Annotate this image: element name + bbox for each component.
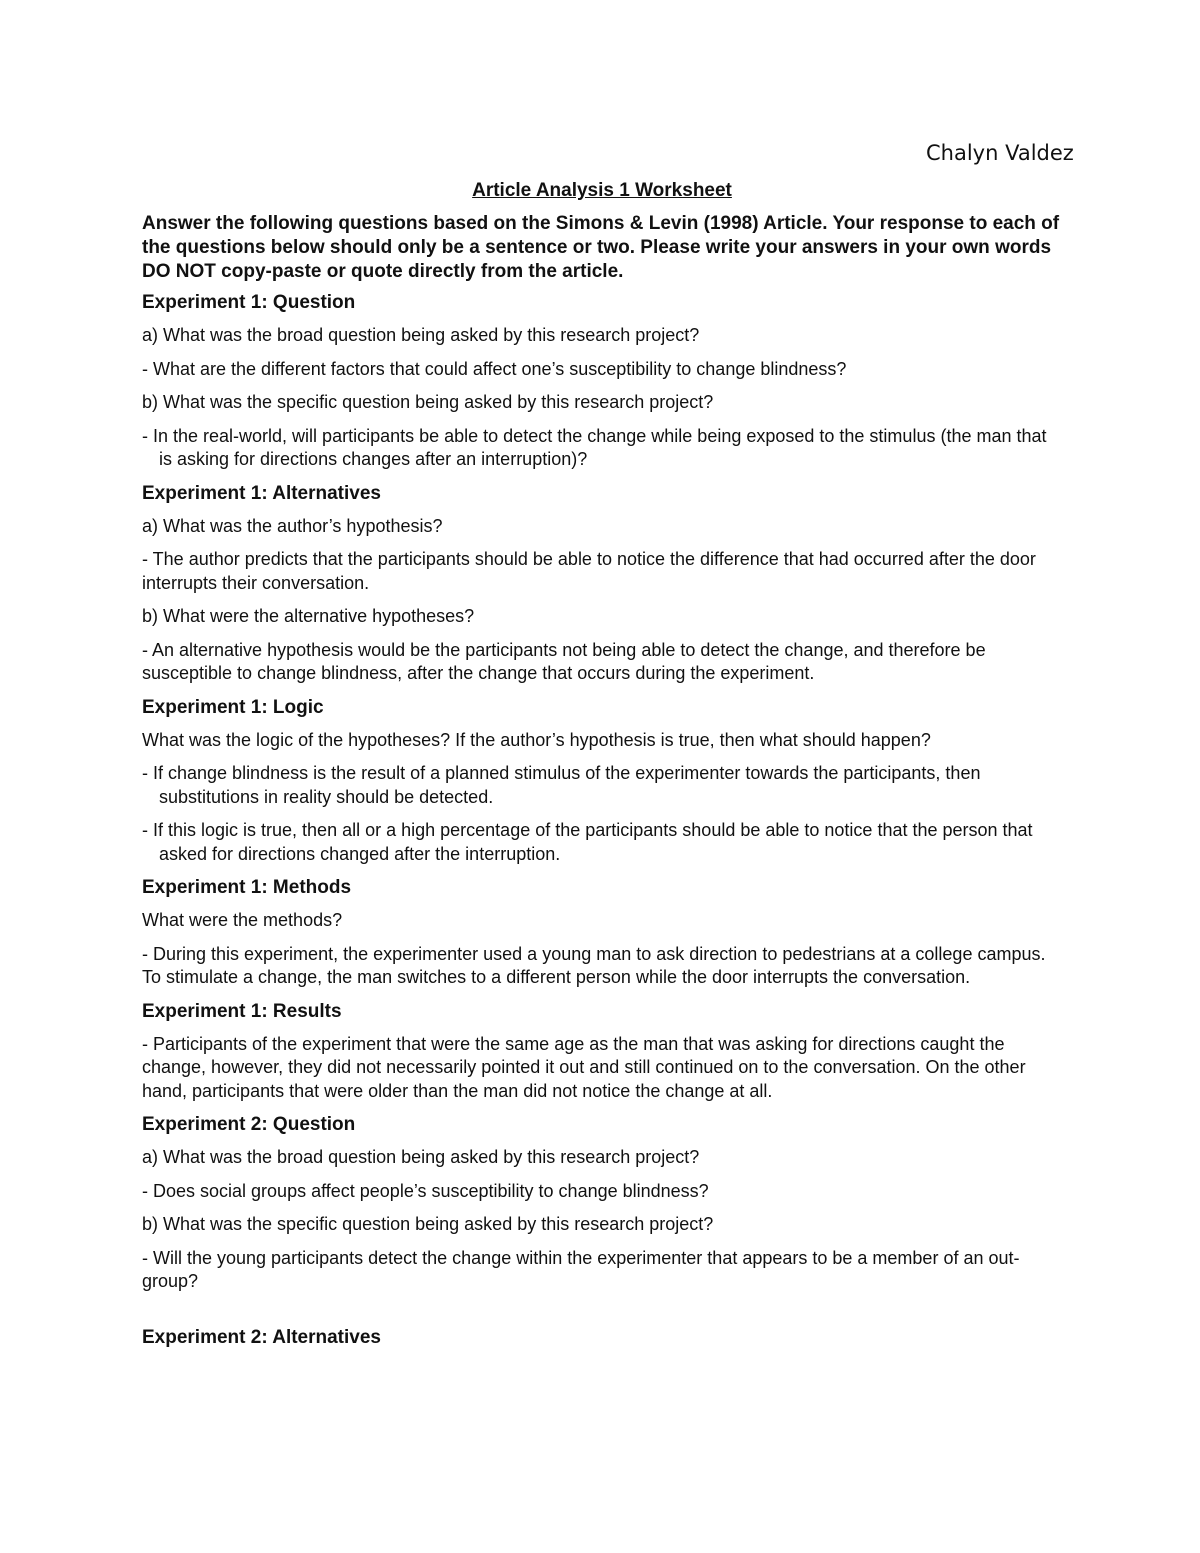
question-line: a) What was the author’s hypothesis? [142,515,443,536]
question-line: b) What was the specific question being asked by this research project? [142,392,714,412]
worksheet-title: Article Analysis 1 Worksheet [472,180,732,201]
answer-line: - In the real-world, will participants be able to detect the change while being exposed to the stimulus (the man that is asking for directions changes after an interruption)? [142,425,1047,469]
question-line: a) What was the broad question being asked by this research project? [142,325,700,345]
question-line: a) What was the broad question being asked by this research project? [142,1147,700,1167]
section-heading: Experiment 1: Results [142,1000,342,1022]
section-heading: Experiment 1: Methods [142,877,352,898]
section-heading: Experiment 1: Question [142,292,356,313]
worksheet-body [142,179,1062,1359]
question-line: b) What was the specific question being asked by this research project? [142,1214,714,1234]
instructions-paragraph: Answer the following questions based on the Simons & Levin (1998) Article. Your response to each of the questions below should only be a sentence or two. Please write your answers in your own words DO NOT copy-paste or quote directly from the article. [142,213,1060,282]
answer-line: - If this logic is true, then all or a high percentage of the participants should be able to notice that the person that asked for directions changed after the interruption. [142,820,1033,864]
answer-line: - An alternative hypothesis would be the participants not being able to detect the change, and therefore be susceptible to change blindness, after the change that occurs during the experiment. [142,639,986,683]
section-heading: Experiment 2: Alternatives [142,1326,381,1348]
section-heading: Experiment 1: Logic [142,696,324,718]
answer-line: - During this experiment, the experimenter used a young man to ask direction to pedestrians at a college campus. To stimulate a change, the man switches to a different person while the door interrupts the conversation. [142,943,1046,987]
question-line: What was the logic of the hypotheses? If the author’s hypothesis is true, then what should happen? [142,729,931,750]
answer-line: - Participants of the experiment that were the same age as the man that was asking for directions caught the change, however, they did not necessarily pointed it out and still continued on to the conversation. On the other hand, participants that were older than the man did not notice the change at all. [142,1033,1026,1101]
answer-line: - What are the different factors that could affect one’s susceptibility to change blindness? [142,358,847,379]
section-heading: Experiment 2: Question [142,1114,356,1135]
author-name: Chalyn Valdez [926,141,1074,165]
answer-line: - The author predicts that the participants should be able to notice the difference that had occurred after the door interrupts their conversation. [142,549,1036,593]
answer-line: - Will the young participants detect the change within the experimenter that appears to be a member of an out-group? [142,1247,1020,1291]
answer-line: - If change blindness is the result of a planned stimulus of the experimenter towards the participants, then substitutions in reality should be detected. [142,763,981,807]
section-heading: Experiment 1: Alternatives [142,482,381,504]
answer-line: - Does social groups affect people’s susceptibility to change blindness? [142,1180,709,1201]
question-line: b) What were the alternative hypotheses? [142,606,475,626]
question-line: What were the methods? [142,910,343,930]
